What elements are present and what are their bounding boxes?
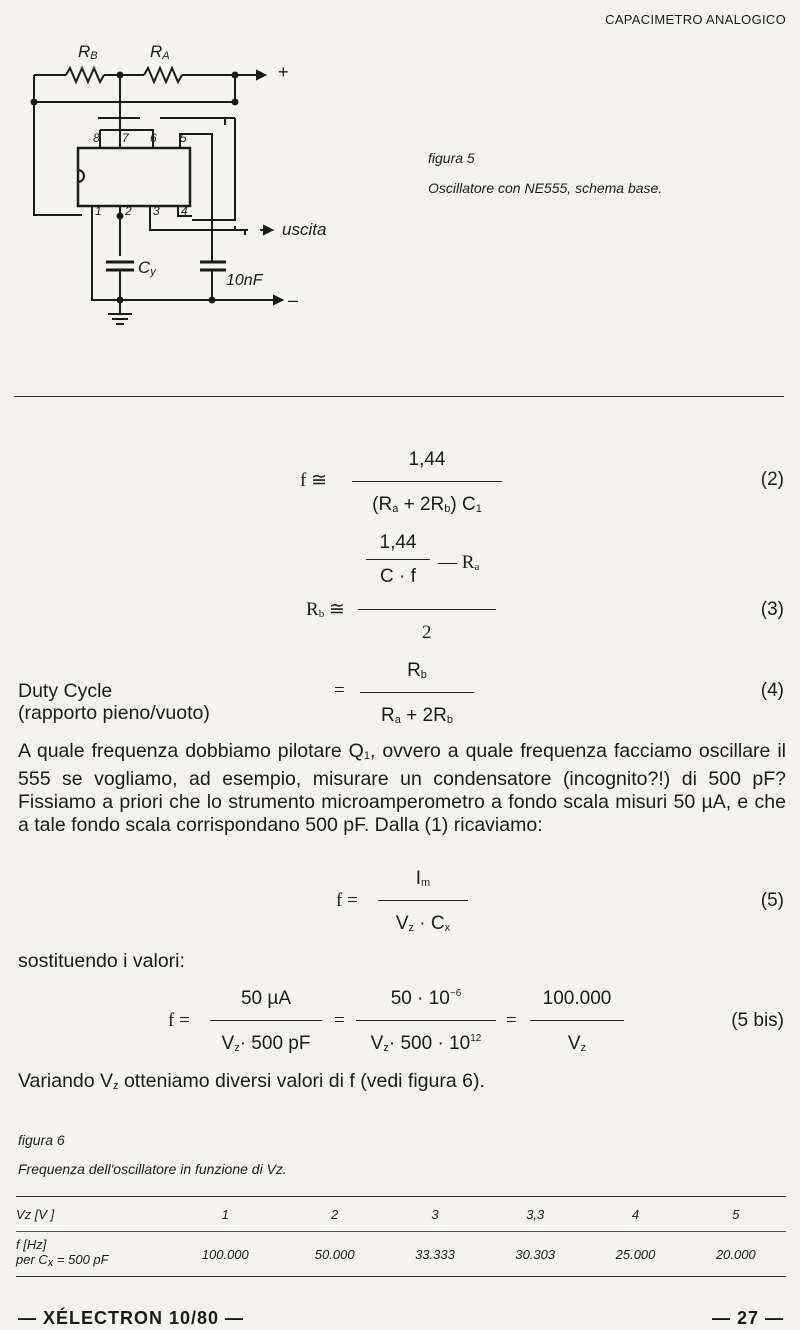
figure6-caption: Frequenza dell'oscillatore in funzione di Vz. <box>18 1161 287 1177</box>
eq3-minus-ra: — $R_a$ <box>438 552 480 573</box>
figure5-caption: Oscillatore con NE555, schema base. <box>428 180 663 196</box>
table-row-frequency <box>16 1232 786 1277</box>
label-rb: $R_B$ <box>78 42 98 62</box>
pin-4: 4 <box>181 204 188 218</box>
eq5bis-fraction-1: 50 µA $V_z\cdot 500$ pF <box>210 988 322 1055</box>
eq5bis-fraction-2: $50 \cdot 10^{-6}$ $V_z\cdot 500 \cdot 10^{12}$ <box>356 988 496 1055</box>
figure5-label: figura 5 <box>428 150 475 166</box>
paragraph-2: sostituendo i valori: <box>18 950 185 972</box>
resistor-rb-symbol <box>66 68 104 82</box>
eq3-main-bar <box>358 609 496 610</box>
label-ra: $R_A$ <box>150 42 170 62</box>
eq5-fraction: $I_m$ $V_z \cdot C_x$ <box>378 868 468 935</box>
section-divider <box>14 396 784 397</box>
table-cell: 33.333 <box>385 1232 485 1277</box>
table-row-label: Vz [V ] <box>16 1197 166 1232</box>
table-cell: 3,3 <box>485 1197 585 1232</box>
table-cell: 100.000 <box>166 1232 285 1277</box>
eq4-label: Duty Cycle (rapporto pieno/vuoto) <box>18 680 210 724</box>
table-cell: 30.303 <box>485 1232 585 1277</box>
pin-8: 8 <box>93 131 100 145</box>
table-cell: 2 <box>285 1197 385 1232</box>
paragraph-3: Variando $V_z$ otteniamo diversi valori di f (vedi figura 6). <box>18 1070 485 1092</box>
pin-2: 2 <box>125 204 132 218</box>
eq3-inner-fraction: 1,44 C · f <box>366 532 430 588</box>
eq5-lhs: f = <box>336 890 358 911</box>
eq5bis-number: (5 bis) <box>731 1010 784 1031</box>
footer-magazine: — XÉLECTRON 10/80 — <box>18 1308 245 1328</box>
running-title: CAPACIMETRO ANALOGICO <box>605 12 786 27</box>
paragraph-1: A quale frequenza dobbiamo pilotare $Q_1$, ovvero a quale frequenza facciamo oscillare il 555 se vogliamo, ad esempio, misurare un condensatore (incognito?!) di 500 pF? Fissiamo a priori che lo strumento microamperometro a fondo scala misuri 50 µA, e che a tale fondo scala corrispondano 500 pF. Dalla (1) ricaviamo: <box>18 740 786 836</box>
table-row-vz <box>16 1197 786 1232</box>
table-cell: 50.000 <box>285 1232 385 1277</box>
pin-5: 5 <box>180 131 187 145</box>
eq3-number: (3) <box>760 599 784 620</box>
figure6-label: figura 6 <box>18 1132 65 1148</box>
eq4-fraction: $R_b$ $R_a + 2R_b$ <box>360 660 474 727</box>
label-cy: $C_y$ <box>138 258 156 278</box>
resistor-ra-symbol <box>144 68 182 82</box>
eq5bis-fraction-3: 100.000 $V_z$ <box>530 988 624 1055</box>
label-plus: + <box>278 62 289 82</box>
eq2-fraction <box>352 449 502 516</box>
eq2-number: (2) <box>760 469 784 490</box>
table-cell: 4 <box>585 1197 685 1232</box>
pin-1: 1 <box>95 204 102 218</box>
table-row-label: f [Hz] per $C_x = 500$ pF <box>16 1232 166 1277</box>
pin-6: 6 <box>150 131 157 145</box>
ground-icon <box>108 314 132 324</box>
label-10nf: 10nF <box>226 272 263 289</box>
table-cell: 3 <box>385 1197 485 1232</box>
table-cell: 5 <box>686 1197 786 1232</box>
eq2-denominator: $(R_a + 2R_b)$ $C_1$ <box>372 494 482 515</box>
pin-7: 7 <box>122 131 129 145</box>
eq4-number: (4) <box>760 680 784 701</box>
eq5-number: (5) <box>760 890 784 911</box>
eq4-rel: = <box>334 680 345 701</box>
table-cell: 1 <box>166 1197 285 1232</box>
frequency-table <box>16 1196 786 1277</box>
table-cell: 20.000 <box>686 1232 786 1277</box>
footer-page-number: — 27 — <box>711 1308 784 1328</box>
ne555-oscillator-schematic <box>20 30 350 340</box>
eq2-lhs: f ≅ <box>300 470 327 491</box>
eq3-denominator: 2 <box>422 622 432 643</box>
table-cell: 25.000 <box>585 1232 685 1277</box>
eq2-numerator: 1,44 <box>408 449 446 470</box>
eq5bis-equals-a: = <box>334 1010 345 1031</box>
eq5bis-lhs: f = <box>168 1010 190 1031</box>
pin-3: 3 <box>153 204 160 218</box>
ne555-chip <box>78 148 190 206</box>
eq5bis-equals-b: = <box>506 1010 517 1031</box>
label-minus: – <box>288 290 299 310</box>
eq3-lhs: $R_b$ ≅ <box>306 599 345 620</box>
label-uscita: uscita <box>282 220 327 239</box>
